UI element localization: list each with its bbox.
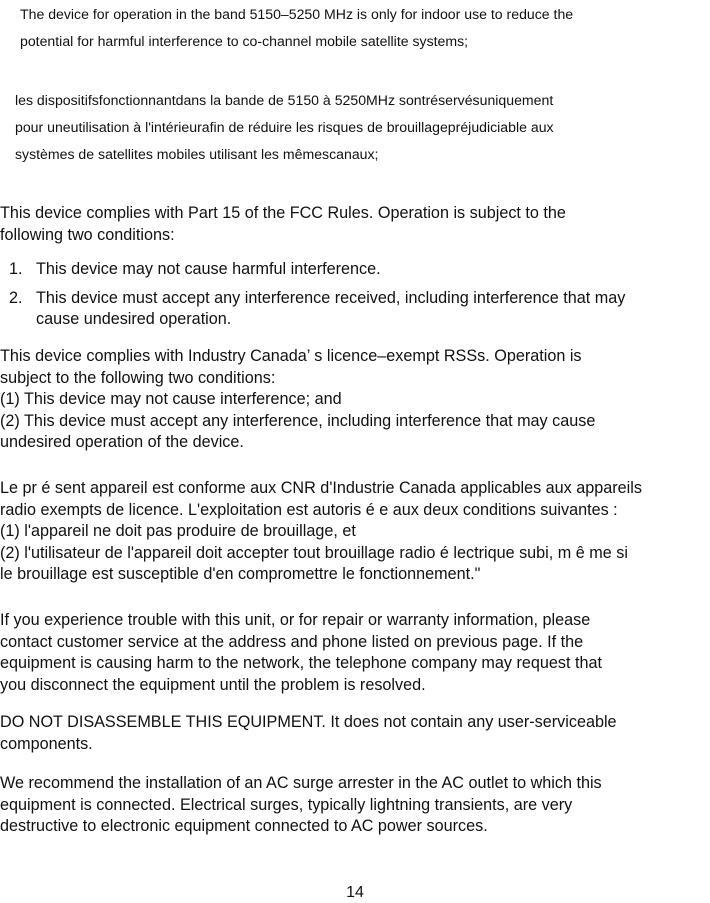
text-line: components. bbox=[0, 734, 93, 753]
trouble-paragraph bbox=[0, 610, 710, 696]
fcc-paragraph bbox=[0, 203, 710, 246]
text-line: potential for harmful interference to co-channel mobile satellite systems; bbox=[20, 33, 469, 49]
ic-en-paragraph bbox=[0, 346, 710, 454]
fcc-conditions-list bbox=[0, 259, 710, 331]
text-line: le brouillage est susceptible d'en compromettre le fonctionnement." bbox=[0, 565, 481, 584]
text-line: equipment is connected. Electrical surges, typically lightning transients, are very bbox=[0, 795, 573, 814]
list-number: 1. bbox=[9, 260, 23, 278]
text-line: We recommend the installation of an AC surge arrester in the AC outlet to which this bbox=[0, 774, 602, 792]
text-line: If you experience trouble with this unit, or for repair or warranty information, please bbox=[0, 611, 591, 629]
text-line: systèmes de satellites mobiles utilisant les mêmescanaux; bbox=[15, 146, 379, 162]
text-line: contact customer service at the address and phone listed on previous page. If the bbox=[0, 632, 584, 651]
text-line: The device for operation in the band 5150–5250 MHz is only for indoor use to reduce the bbox=[20, 6, 574, 22]
text-line: This device must accept any interference received, including interference that may bbox=[36, 288, 626, 307]
list-number: 2. bbox=[9, 288, 23, 307]
text-line: This device may not cause harmful interference. bbox=[36, 260, 381, 278]
ic-fr-paragraph bbox=[0, 478, 710, 586]
text-line: pour uneutilisation à l'intérieurafin de réduire les risques de brouillagepréjudiciable aux bbox=[15, 119, 554, 135]
text-line: les dispositifsfonctionnantdans la bande de 5150 à 5250MHz sontréservésuniquement bbox=[15, 92, 554, 108]
text-line: undesired operation of the device. bbox=[0, 433, 244, 452]
disassemble-paragraph bbox=[0, 712, 710, 755]
surge-paragraph bbox=[0, 773, 710, 838]
list-item bbox=[0, 259, 710, 281]
text-line: subject to the following two conditions: bbox=[0, 368, 276, 387]
text-line: you disconnect the equipment until the problem is resolved. bbox=[0, 675, 426, 694]
text-line: This device complies with Industry Canada’ s licence–exempt RSSs. Operation is bbox=[0, 347, 582, 365]
text-line: DO NOT DISASSEMBLE THIS EQUIPMENT. It does not contain any user-serviceable bbox=[0, 713, 617, 731]
text-line: Le pr é sent appareil est conforme aux CNR d'Industrie Canada applicables aux appareils bbox=[0, 479, 642, 497]
text-line: following two conditions: bbox=[0, 225, 175, 244]
text-line: This device complies with Part 15 of the FCC Rules. Operation is subject to the bbox=[0, 204, 566, 222]
list-item bbox=[0, 288, 710, 331]
notice-fr-paragraph bbox=[15, 87, 710, 168]
page-number: 14 bbox=[346, 884, 364, 901]
text-line: cause undesired operation. bbox=[36, 310, 232, 329]
text-line: (1) This device may not cause interference; and bbox=[0, 390, 342, 409]
text-line: (2) This device must accept any interference, including interference that may cause bbox=[0, 411, 596, 430]
text-line: equipment is causing harm to the network, the telephone company may request that bbox=[0, 654, 602, 673]
text-line: destructive to electronic equipment connected to AC power sources. bbox=[0, 817, 488, 836]
notice-en-paragraph bbox=[20, 1, 710, 55]
text-line: (1) l'appareil ne doit pas produire de brouillage, et bbox=[0, 522, 356, 541]
text-line: radio exempts de licence. L'exploitation est autoris é e aux deux conditions suivantes : bbox=[0, 500, 618, 519]
text-line: (2) l'utilisateur de l'appareil doit accepter tout brouillage radio é lectrique subi, m ê me si bbox=[0, 543, 628, 562]
